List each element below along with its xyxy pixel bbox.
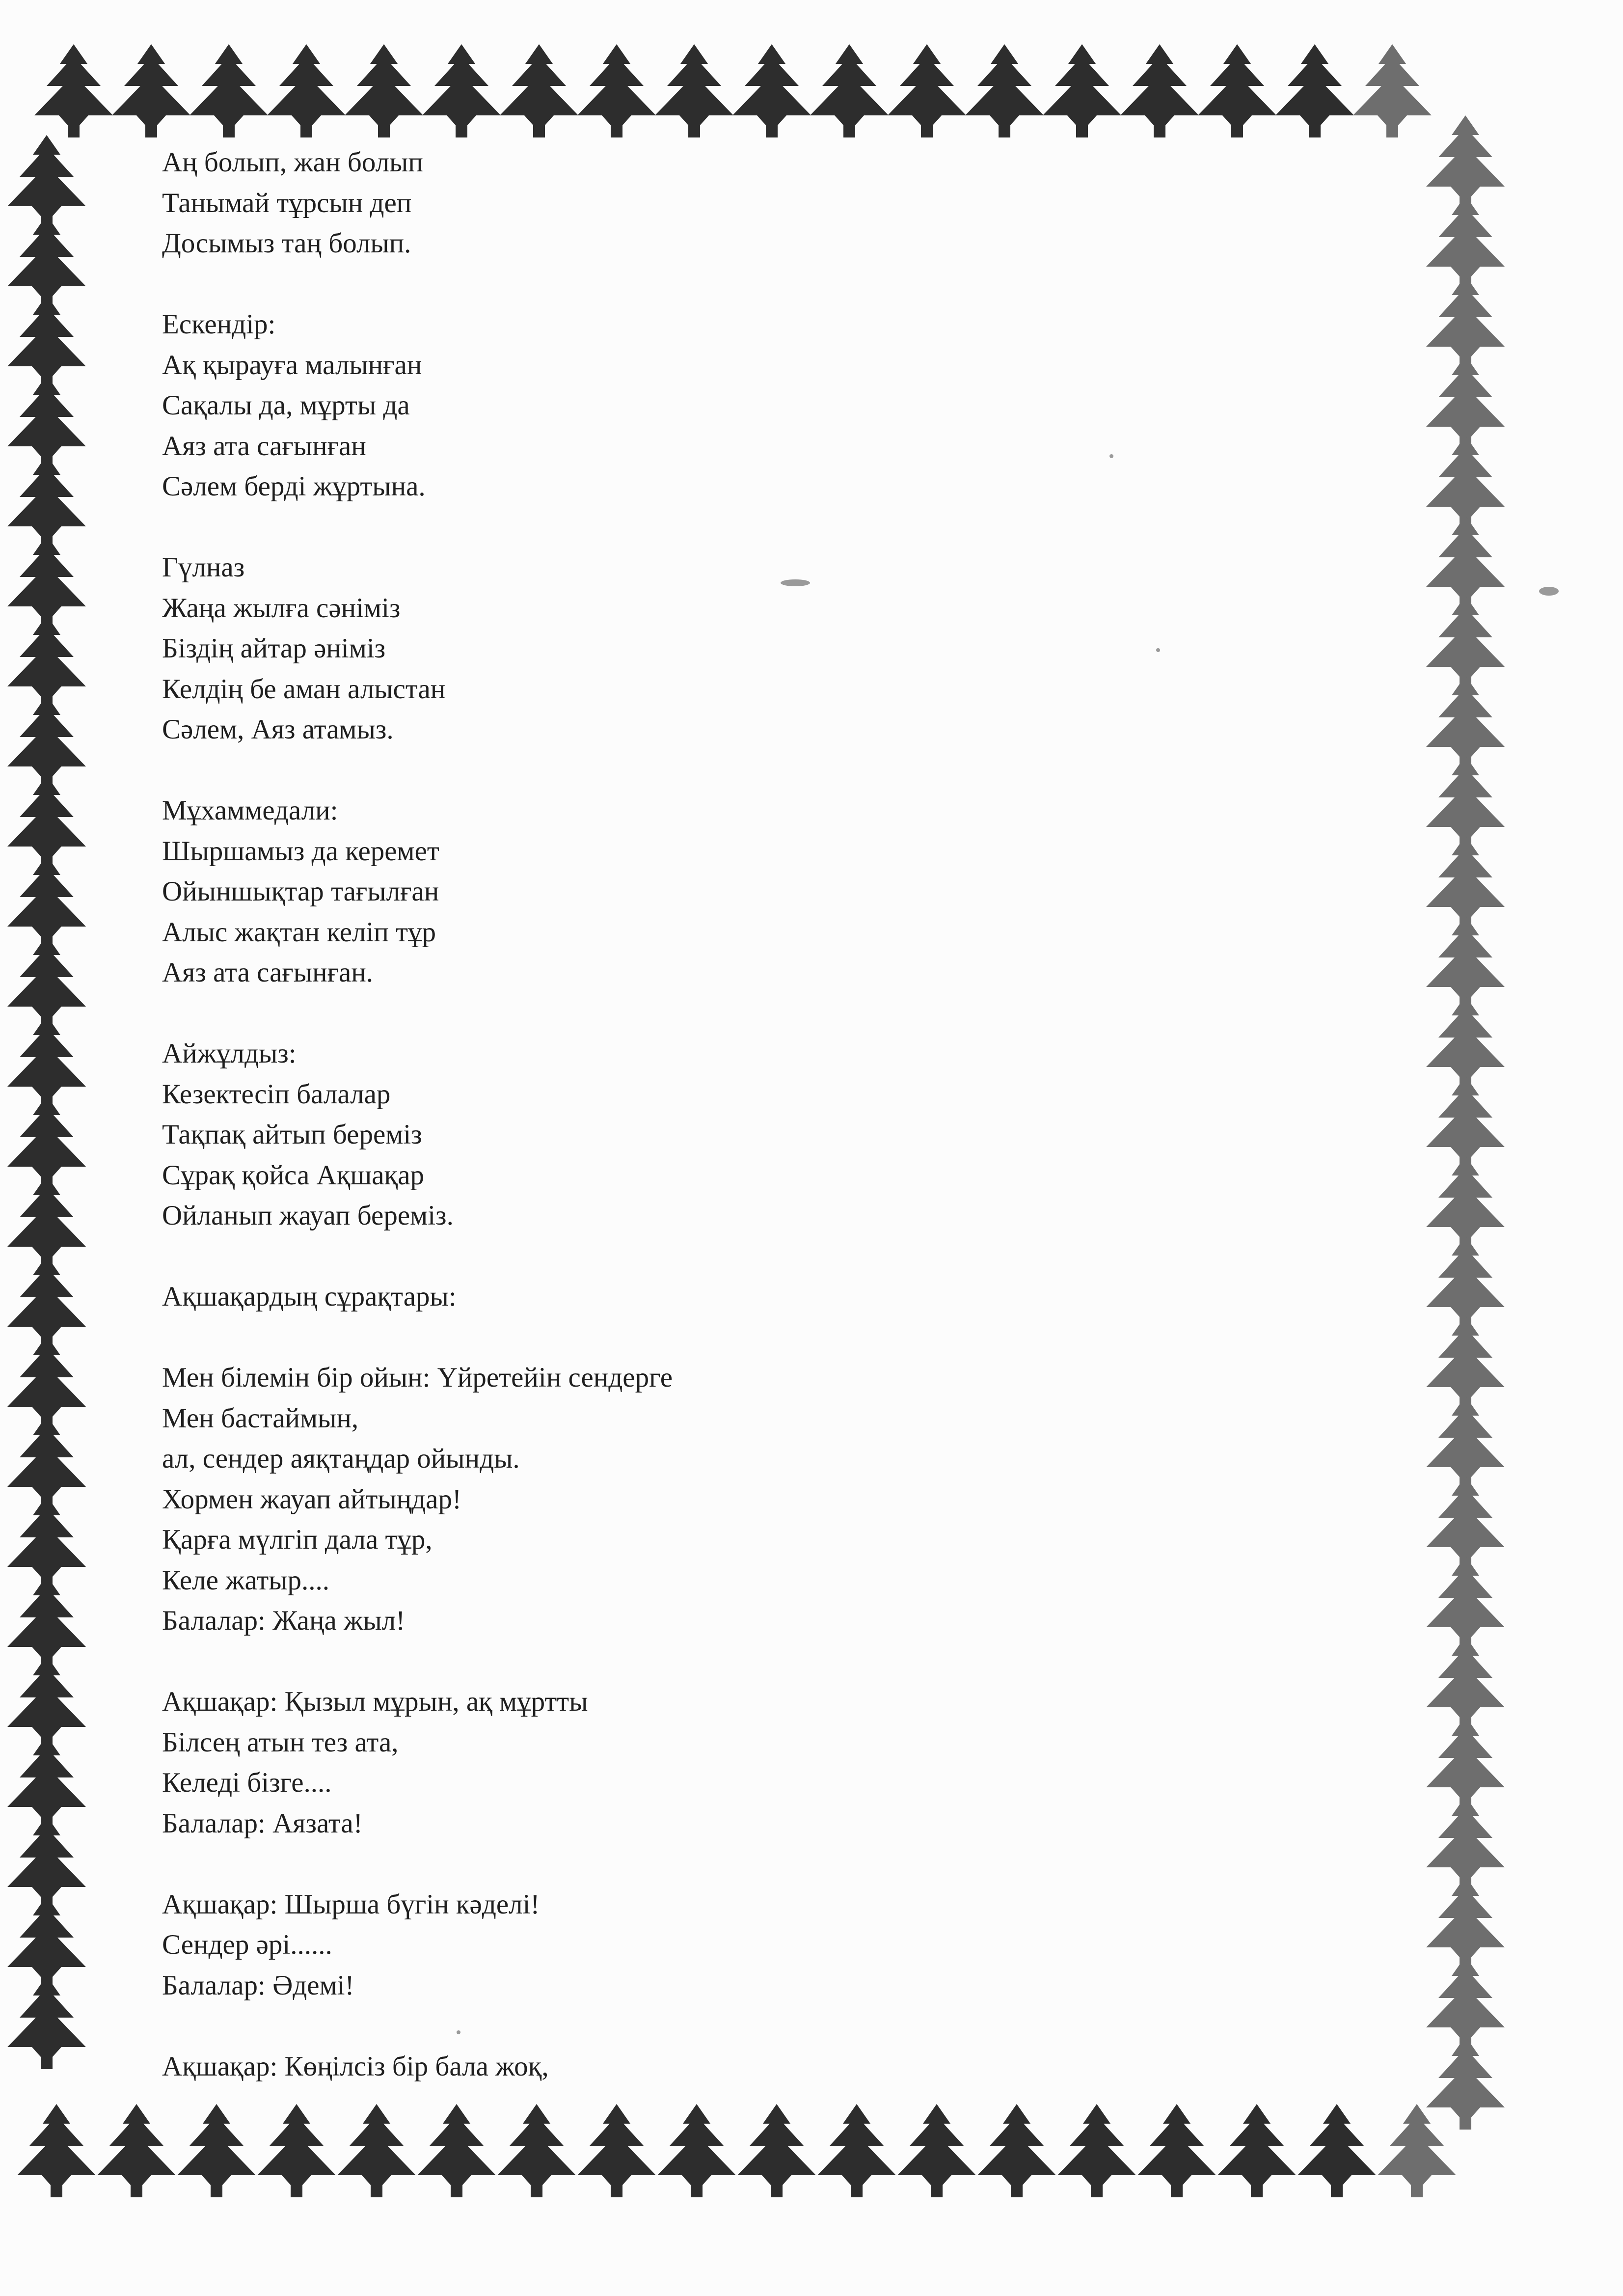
text-line: Балалар: Әдемі! bbox=[162, 1969, 354, 2001]
text-line: Гүлназ bbox=[162, 552, 245, 583]
fir-tree-icon bbox=[888, 44, 966, 137]
stanza bbox=[162, 304, 1389, 507]
fir-tree-icon bbox=[1426, 275, 1505, 369]
fir-tree-icon bbox=[732, 44, 811, 137]
stanza bbox=[162, 2047, 1389, 2087]
text-line: Танымай тұрсын деп bbox=[162, 187, 412, 219]
fir-tree-icon bbox=[1426, 516, 1505, 609]
fir-tree-icon bbox=[1426, 1076, 1505, 1169]
text-line: Аяз ата сағынған bbox=[162, 430, 366, 462]
fir-tree-icon bbox=[1426, 1556, 1505, 1649]
fir-tree-icon bbox=[1426, 836, 1505, 929]
text-line: Сұрақ қойса Ақшақар bbox=[162, 1159, 425, 1191]
fir-tree-icon bbox=[7, 1095, 86, 1189]
scan-speck bbox=[1156, 648, 1160, 652]
fir-tree-icon bbox=[7, 135, 86, 228]
fir-tree-icon bbox=[7, 1175, 86, 1269]
text-line: Қарға мүлгіп дала тұр, bbox=[162, 1524, 433, 1555]
fir-tree-icon bbox=[7, 775, 86, 869]
text-line: Келдің бе аман алыстан bbox=[162, 673, 446, 705]
text-line: Аң болып, жан болып bbox=[162, 147, 423, 178]
fir-tree-icon bbox=[7, 1976, 86, 2069]
fir-tree-icon bbox=[7, 295, 86, 388]
fir-tree-icon bbox=[17, 2104, 96, 2197]
fir-tree-icon bbox=[1198, 44, 1276, 137]
fir-tree-icon bbox=[1426, 1236, 1505, 1329]
text-line: Ойыншықтар тағылған bbox=[162, 876, 439, 907]
fir-tree-icon bbox=[1426, 1876, 1505, 1969]
fir-tree-icon bbox=[1378, 2104, 1456, 2197]
fir-tree-icon bbox=[189, 44, 268, 137]
fir-tree-icon bbox=[7, 935, 86, 1029]
stanza bbox=[162, 142, 1389, 264]
fir-tree-icon bbox=[1426, 1316, 1505, 1409]
fir-tree-icon bbox=[7, 215, 86, 308]
fir-tree-icon bbox=[1426, 1476, 1505, 1569]
stanza bbox=[162, 791, 1389, 993]
fir-tree-icon bbox=[112, 44, 190, 137]
text-line: Жаңа жылға сәніміз bbox=[162, 592, 401, 624]
text-line: Балалар: Аязата! bbox=[162, 1807, 363, 1839]
stanza bbox=[162, 1885, 1389, 2006]
text-line: Алыс жақтан келіп тұр bbox=[162, 916, 436, 948]
fir-tree-icon bbox=[1426, 1156, 1505, 1249]
fir-tree-icon bbox=[655, 44, 733, 137]
text-line: Мұхаммедали: bbox=[162, 795, 338, 826]
fir-tree-icon bbox=[7, 1816, 86, 1909]
text-line: Тақпақ айтып береміз bbox=[162, 1119, 422, 1150]
fir-tree-icon bbox=[1426, 996, 1505, 1089]
fir-tree-icon bbox=[7, 1256, 86, 1349]
fir-tree-icon bbox=[1426, 1956, 1505, 2050]
text-line: Ақшақардың сұрақтары: bbox=[162, 1281, 457, 1312]
scan-speck bbox=[1539, 587, 1559, 596]
fir-tree-icon bbox=[7, 455, 86, 548]
text-line: Сәлем, Аяз атамыз. bbox=[162, 714, 394, 745]
text-line: Біздің айтар әніміз bbox=[162, 633, 386, 664]
fir-tree-icon bbox=[7, 695, 86, 789]
fir-tree-icon bbox=[1426, 355, 1505, 449]
fir-tree-icon bbox=[1426, 756, 1505, 849]
fir-tree-icon bbox=[1426, 195, 1505, 289]
text-line: Досымыз таң болып. bbox=[162, 228, 411, 259]
fir-tree-icon bbox=[1426, 115, 1505, 209]
fir-tree-icon bbox=[1426, 1796, 1505, 1889]
fir-tree-icon bbox=[7, 1896, 86, 1989]
fir-tree-icon bbox=[7, 375, 86, 468]
fir-tree-icon bbox=[7, 1656, 86, 1749]
fir-tree-icon bbox=[345, 44, 423, 137]
text-line: Ескендір: bbox=[162, 309, 276, 340]
fir-tree-icon bbox=[422, 44, 501, 137]
fir-tree-icon bbox=[810, 44, 889, 137]
fir-tree-icon bbox=[1426, 2036, 1505, 2130]
text-line: Кезектесіп балалар bbox=[162, 1078, 391, 1110]
fir-tree-icon bbox=[267, 44, 346, 137]
fir-tree-icon bbox=[1426, 676, 1505, 769]
text-line: Ойланып жауап береміз. bbox=[162, 1200, 454, 1231]
text-line: Білсең атын тез ата, bbox=[162, 1726, 399, 1758]
scan-speck bbox=[781, 579, 810, 586]
text-line: Сақалы да, мұрты да bbox=[162, 390, 410, 421]
fir-tree-icon bbox=[1043, 44, 1121, 137]
fir-tree-icon bbox=[34, 44, 113, 137]
stanza bbox=[162, 547, 1389, 750]
text-line: Ақшақар: Көңілсіз бір бала жоқ, bbox=[162, 2050, 549, 2082]
scan-speck bbox=[1109, 454, 1113, 458]
text-line: Ақшақар: Қызыл мұрын, ақ мұртты bbox=[162, 1686, 588, 1717]
text-line: Хормен жауап айтыңдар! bbox=[162, 1483, 461, 1515]
fir-tree-icon bbox=[1426, 596, 1505, 689]
text-line: Балалар: Жаңа жыл! bbox=[162, 1605, 406, 1636]
fir-tree-icon bbox=[7, 1736, 86, 1829]
fir-tree-icon bbox=[577, 44, 656, 137]
fir-tree-icon bbox=[500, 44, 578, 137]
poem-text bbox=[162, 142, 1389, 2128]
fir-tree-icon bbox=[1120, 44, 1199, 137]
fir-tree-icon bbox=[7, 535, 86, 629]
fir-tree-icon bbox=[1426, 1716, 1505, 1809]
fir-tree-icon bbox=[1426, 916, 1505, 1009]
text-line: Ақ қырауға малынған bbox=[162, 349, 422, 381]
fir-tree-icon bbox=[965, 44, 1044, 137]
fir-tree-icon bbox=[7, 1015, 86, 1109]
stanza bbox=[162, 1034, 1389, 1236]
fir-tree-icon bbox=[1353, 44, 1432, 137]
fir-tree-icon bbox=[7, 615, 86, 709]
fir-tree-icon bbox=[7, 1336, 86, 1429]
fir-tree-icon bbox=[7, 1496, 86, 1589]
fir-tree-icon bbox=[7, 1576, 86, 1669]
stanza bbox=[162, 1358, 1389, 1641]
text-line: Мен білемін бір ойын: Үйретейін сендерге bbox=[162, 1362, 673, 1393]
fir-tree-icon bbox=[1426, 436, 1505, 529]
fir-tree-icon bbox=[1426, 1396, 1505, 1489]
text-line: Шыршамыз да керемет bbox=[162, 835, 439, 867]
fir-tree-icon bbox=[7, 855, 86, 949]
text-line: Айжұлдыз: bbox=[162, 1038, 297, 1069]
fir-tree-icon bbox=[7, 1416, 86, 1509]
fir-tree-icon bbox=[1426, 1636, 1505, 1729]
stanza bbox=[162, 1682, 1389, 1844]
stanza bbox=[162, 1277, 1389, 1317]
text-line: Келеді бізге.... bbox=[162, 1767, 332, 1798]
text-line: ал, сендер аяқтаңдар ойынды. bbox=[162, 1443, 520, 1474]
text-line: Ақшақар: Шырша бүгін кәделі! bbox=[162, 1888, 540, 1920]
text-line: Келе жатыр.... bbox=[162, 1564, 330, 1596]
text-line: Сәлем берді жұртына. bbox=[162, 471, 426, 502]
text-line: Мен бастаймын, bbox=[162, 1402, 359, 1434]
fir-tree-icon bbox=[1275, 44, 1354, 137]
text-line: Сендер әрі...... bbox=[162, 1929, 332, 1960]
text-line: Аяз ата сағынған. bbox=[162, 957, 374, 988]
scan-speck bbox=[457, 2030, 460, 2034]
